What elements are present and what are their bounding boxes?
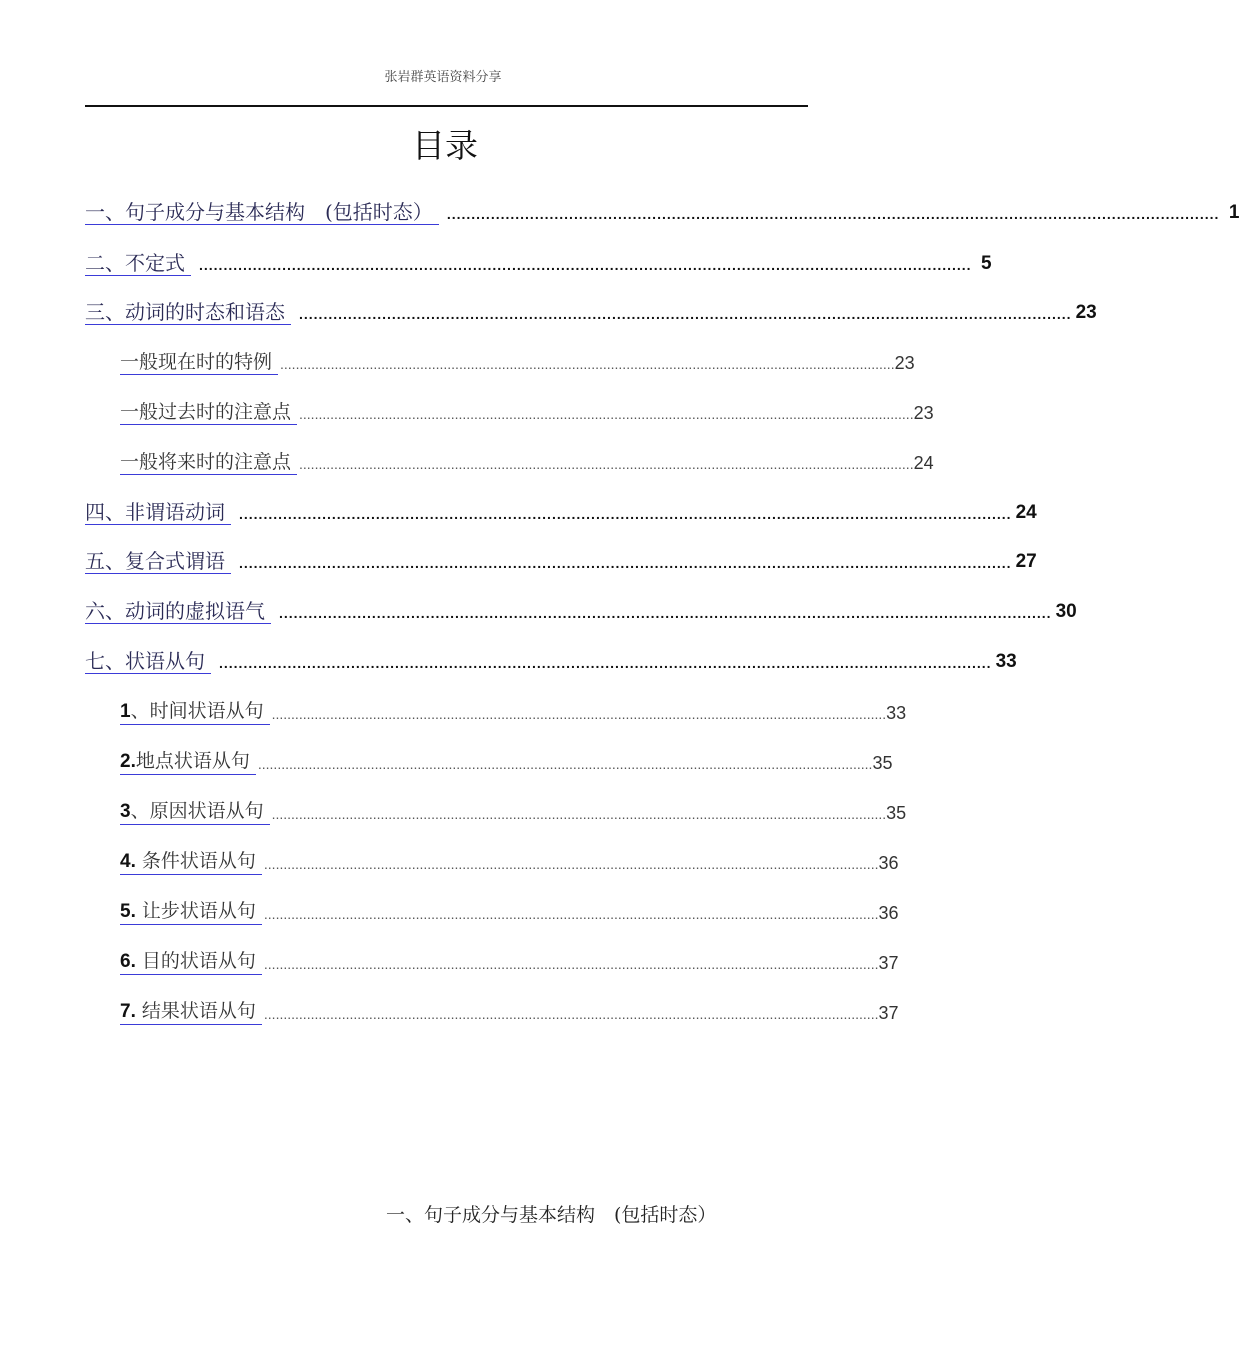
toc-label[interactable]: 五、复合式谓语 <box>85 549 231 574</box>
toc-label[interactable]: 一般过去时的注意点 <box>120 400 297 425</box>
toc-leader: .............................................................................................................................................................. <box>239 506 1012 522</box>
toc-leader: .............................................................................................................................................................. <box>263 906 879 922</box>
toc-page: 35 <box>886 803 907 823</box>
toc-leader: .............................................................................................................................................................. <box>263 1006 879 1022</box>
toc-entry-present-simple[interactable] <box>120 345 915 375</box>
toc-label[interactable] <box>120 949 262 975</box>
toc-entry-result-clause[interactable] <box>120 995 899 1025</box>
toc-entry-infinitive[interactable] <box>85 246 992 276</box>
toc-leader: .............................................................................................................................................................. <box>280 356 895 372</box>
toc-entry-adverbial-clauses[interactable] <box>85 644 1017 674</box>
toc-number: 3 <box>120 801 131 822</box>
toc-label-text: 结果状语从句 <box>135 1000 256 1022</box>
toc-label[interactable] <box>120 699 270 725</box>
toc-leader: .............................................................................................................................................................. <box>446 206 1220 222</box>
toc-page: 24 <box>1015 502 1037 523</box>
toc-leader: .............................................................................................................................................................. <box>239 555 1012 571</box>
toc-page: 27 <box>1015 551 1037 572</box>
toc-leader: .............................................................................................................................................................. <box>199 257 972 273</box>
toc-number: 4. <box>120 851 136 872</box>
toc-label-text: 让步状语从句 <box>135 900 256 922</box>
toc-label-text: 条件状语从句 <box>135 850 256 872</box>
header-divider <box>85 105 808 107</box>
toc-number: 7. <box>120 1001 136 1022</box>
toc-label-text: 目的状语从句 <box>135 950 256 972</box>
toc-label[interactable]: 七、状语从句 <box>85 649 211 674</box>
toc-entry-concession-clause[interactable] <box>120 895 899 925</box>
toc-page: 36 <box>878 853 899 873</box>
toc-label-text: 、原因状语从句 <box>130 800 264 822</box>
toc-entry-place-clause[interactable] <box>120 745 893 775</box>
toc-entry-past-simple[interactable] <box>120 395 934 425</box>
toc-label-text: 地点状语从句 <box>135 750 250 772</box>
toc-entry-nonfinite-verbs[interactable] <box>85 495 1037 525</box>
toc-page: 33 <box>886 703 907 723</box>
toc-page: 37 <box>878 1003 899 1023</box>
section-heading: 一、句子成分与基本结构 (包括时态） <box>386 1204 717 1226</box>
toc-entry-tense-voice[interactable] <box>85 295 1097 325</box>
toc-leader: .............................................................................................................................................................. <box>263 956 879 972</box>
toc-label[interactable]: 一般现在时的特例 <box>120 350 278 375</box>
toc-page: 37 <box>878 953 899 973</box>
toc-page: 36 <box>878 903 899 923</box>
toc-page: 1 <box>1228 202 1239 223</box>
toc-entry-future-simple[interactable] <box>120 445 934 475</box>
toc-leader: .............................................................................................................................................................. <box>219 655 992 671</box>
toc-entry-compound-predicate[interactable] <box>85 544 1037 574</box>
toc-label[interactable] <box>120 999 262 1025</box>
toc-label-text: 、时间状语从句 <box>130 700 264 722</box>
toc-leader: .............................................................................................................................................................. <box>263 856 879 872</box>
toc-entry-sentence-structure[interactable] <box>85 195 1239 225</box>
toc-number: 5. <box>120 901 136 922</box>
toc-page: 30 <box>1055 601 1077 622</box>
toc-entry-purpose-clause[interactable] <box>120 945 899 975</box>
toc-label[interactable] <box>120 899 262 925</box>
toc-entry-time-clause[interactable] <box>120 695 907 725</box>
toc-leader: .............................................................................................................................................................. <box>257 756 873 772</box>
toc-leader: .............................................................................................................................................................. <box>279 605 1052 621</box>
toc-label[interactable]: 四、非谓语动词 <box>85 500 231 525</box>
toc-number: 6. <box>120 951 136 972</box>
toc-page: 23 <box>913 403 934 423</box>
toc-entry-reason-clause[interactable] <box>120 795 907 825</box>
toc-label[interactable]: 二、不定式 <box>85 251 191 276</box>
toc-page: 24 <box>913 453 934 473</box>
toc-page: 23 <box>894 353 915 373</box>
toc-title: 目录 <box>412 126 478 165</box>
toc-number: 1 <box>120 701 131 722</box>
toc-page: 35 <box>872 753 893 773</box>
toc-page: 5 <box>981 253 992 274</box>
toc-leader: .............................................................................................................................................................. <box>299 456 914 472</box>
toc-entry-condition-clause[interactable] <box>120 845 899 875</box>
toc-page: 33 <box>995 651 1017 672</box>
toc-leader: .............................................................................................................................................................. <box>271 706 887 722</box>
toc-leader: .............................................................................................................................................................. <box>271 806 887 822</box>
toc-label[interactable]: 六、动词的虚拟语气 <box>85 599 271 624</box>
toc-label[interactable]: 三、动词的时态和语态 <box>85 300 291 325</box>
toc-leader: .............................................................................................................................................................. <box>299 406 914 422</box>
toc-label[interactable]: 一般将来时的注意点 <box>120 450 297 475</box>
toc-label[interactable] <box>120 799 270 825</box>
toc-page: 23 <box>1075 302 1097 323</box>
toc-leader: .............................................................................................................................................................. <box>299 306 1072 322</box>
toc-label[interactable] <box>120 849 262 875</box>
toc-number: 2. <box>120 751 136 772</box>
page-header: 张岩群英语资料分享 <box>384 70 502 85</box>
toc-label[interactable]: 一、句子成分与基本结构 (包括时态） <box>85 200 439 225</box>
toc-entry-subjunctive[interactable] <box>85 594 1077 624</box>
toc-label[interactable] <box>120 749 256 775</box>
